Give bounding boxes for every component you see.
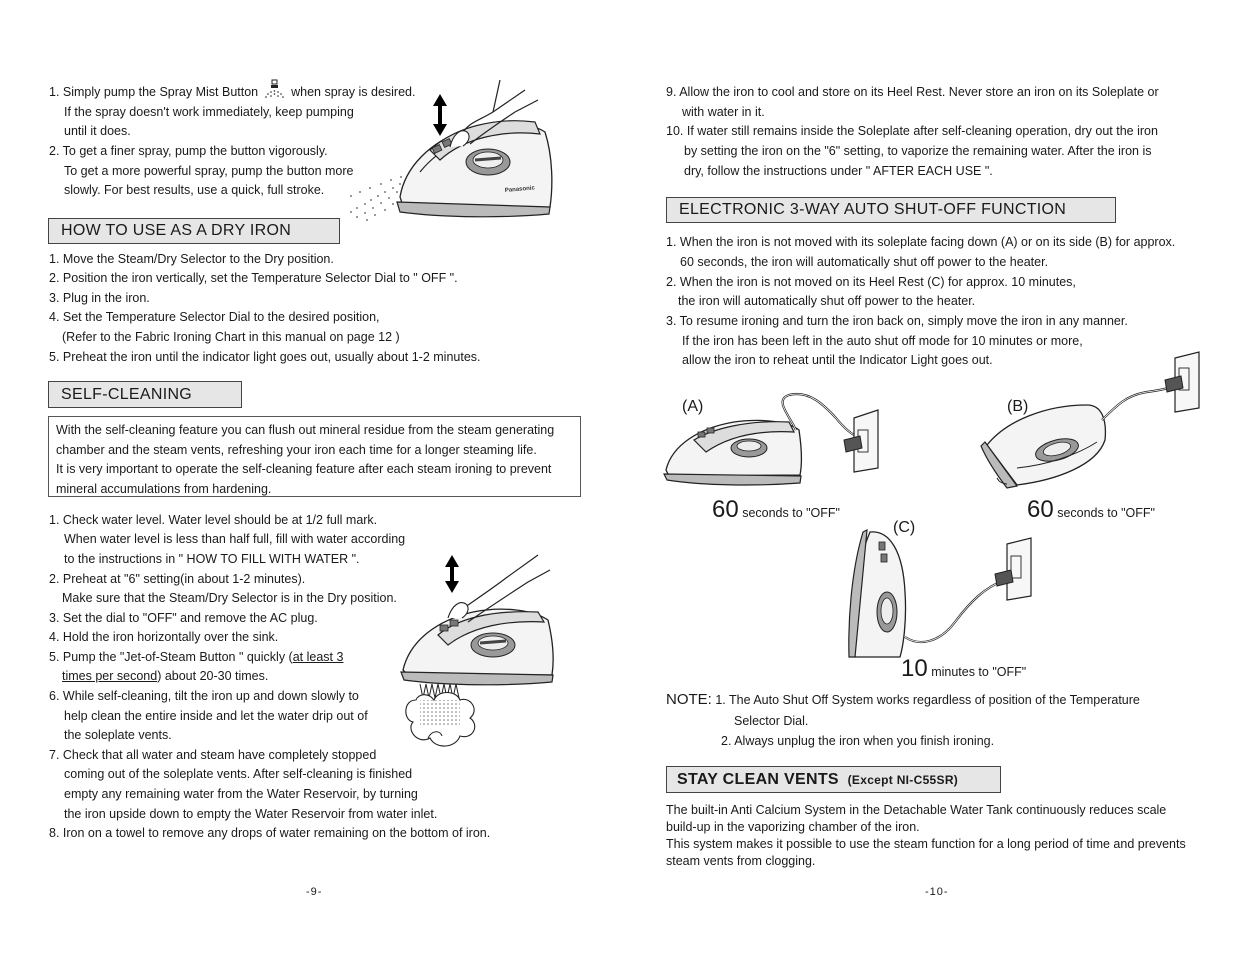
note-label: NOTE:	[666, 691, 712, 708]
auto-shutoff-step-1-line-2: 60 seconds, the iron will automatically shut off power to the heater.	[680, 255, 1049, 269]
self-cleaning-step-7-line-3: empty any remaining water from the Water Reservoir, by turning	[64, 787, 418, 801]
auto-shutoff-step-2: 2. When the iron is not moved on its Heel Rest (C) for approx. 10 minutes,	[666, 275, 1076, 289]
stay-clean-body-2: build-up in the vaporizing chamber of the iron.	[666, 820, 920, 834]
self-cleaning-step-2-line-2: Make sure that the Steam/Dry Selector is in the Dry position.	[62, 591, 397, 605]
page-number-left: -9-	[306, 886, 323, 898]
self-cleaning-step-8: 8. Iron on a towel to remove any drops of water remaining on the bottom of iron.	[49, 826, 491, 840]
self-cleaning-step-1-line-2: When water level is less than half full, fill with water according	[64, 532, 406, 546]
dry-iron-step-2: 2. Position the iron vertically, set the Temperature Selector Dial to " OFF ".	[49, 271, 458, 285]
spray-step-1-line-3: until it does.	[64, 124, 131, 138]
dry-iron-step-5: 5. Preheat the iron until the indicator light goes out, usually about 1-2 minutes.	[49, 350, 481, 364]
iron-self-cleaning-illustration	[398, 550, 578, 750]
self-cleaning-step-2: 2. Preheat at "6" setting(in about 1-2 minutes).	[49, 572, 306, 586]
stay-clean-heading: STAY CLEAN VENTS (Except NI-C55SR)	[666, 766, 1001, 793]
dry-iron-step-1: 1. Move the Steam/Dry Selector to the Dry position.	[49, 252, 334, 266]
figure-b-caption: 60 seconds to "OFF"	[1027, 496, 1155, 523]
self-cleaning-step-7: 7. Check that all water and steam have completely stopped	[49, 748, 377, 762]
auto-shutoff-step-3-line-2: If the iron has been left in the auto shut off mode for 10 minutes or more,	[682, 334, 1083, 348]
figure-a-caption: 60 seconds to "OFF"	[712, 496, 840, 523]
stay-clean-body-3: This system makes it possible to use the steam function for a long period of time and prevents	[666, 837, 1186, 851]
self-cleaning-step-6: 6. While self-cleaning, tilt the iron up and down slowly to	[49, 689, 359, 703]
self-cleaning-step-6-line-3: the soleplate vents.	[64, 728, 172, 742]
iron-brand-label: Panasonic	[504, 185, 536, 194]
self-cleaning-step-5: 5. Pump the "Jet-of-Steam Button " quickly (at least 3	[49, 650, 344, 664]
spray-step-1-line-2: If the spray doesn't work immediately, keep pumping	[64, 105, 354, 119]
self-cleaning-intro-box	[48, 416, 581, 497]
figure-c-label: (C)	[893, 519, 916, 536]
dry-iron-step-3: 3. Plug in the iron.	[49, 291, 150, 305]
iron-on-heel-rest-illustration	[845, 522, 1045, 662]
self-cleaning-step-7-line-2: coming out of the soleplate vents. After self-cleaning is finished	[64, 767, 413, 781]
self-cleaning-intro-line: mineral accumulations from hardening.	[56, 481, 272, 496]
page-number-right: -10-	[925, 886, 949, 898]
spray-step-1: 1. Simply pump the Spray Mist Button when spray is desired.	[49, 84, 415, 100]
storage-step-9: 9. Allow the iron to cool and store on its Heel Rest. Never store an iron on its Soleplate or	[666, 85, 1159, 99]
iron-soleplate-down-illustration	[664, 390, 884, 490]
auto-shutoff-step-2-line-2: the iron will automatically shut off power to the heater.	[678, 294, 976, 308]
self-cleaning-step-1: 1. Check water level. Water level should be at 1/2 full mark.	[49, 513, 378, 527]
storage-step-10-line-3: dry, follow the instructions under " AFTER EACH USE ".	[684, 164, 993, 178]
figure-c-caption: 10 minutes to "OFF"	[901, 655, 1027, 682]
self-cleaning-step-4: 4. Hold the iron horizontally over the sink.	[49, 630, 279, 644]
self-cleaning-heading: SELF-CLEANING	[48, 381, 242, 408]
iron-spray-illustration	[345, 72, 575, 222]
spray-step-2: 2. To get a finer spray, pump the button vigorously.	[49, 144, 328, 158]
self-cleaning-step-6-line-2: help clean the entire inside and let the water drip out of	[64, 709, 368, 723]
note: NOTE: 1. The Auto Shut Off System works regardless of position of the Temperature	[666, 691, 1140, 708]
note-2: 2. Always unplug the iron when you finish ironing.	[721, 734, 995, 748]
stay-clean-body-1: The built-in Anti Calcium System in the Detachable Water Tank continuously reduces scale	[666, 803, 1167, 817]
self-cleaning-step-3: 3. Set the dial to "OFF" and remove the AC plug.	[49, 611, 318, 625]
auto-shutoff-step-1: 1. When the iron is not moved with its soleplate facing down (A) or on its side (B) for approx.	[666, 235, 1176, 249]
figure-a-label: (A)	[682, 398, 704, 415]
self-cleaning-step-5-line-2: times per second) about 20-30 times.	[62, 669, 269, 683]
iron-on-side-illustration	[977, 350, 1202, 490]
spray-step-2-line-2: To get a more powerful spray, pump the button more	[64, 164, 354, 178]
dry-iron-heading: HOW TO USE AS A DRY IRON	[48, 218, 340, 244]
dry-iron-step-4-note: (Refer to the Fabric Ironing Chart in this manual on page 12 )	[62, 330, 400, 344]
self-cleaning-step-1-line-3: to the instructions in " HOW TO FILL WITH WATER ".	[64, 552, 360, 566]
self-cleaning-intro-line: With the self-cleaning feature you can flush out mineral residue from the steam generating	[56, 423, 555, 437]
auto-shutoff-step-3: 3. To resume ironing and turn the iron back on, simply move the iron in any manner.	[666, 314, 1128, 328]
storage-step-9-line-2: with water in it.	[682, 105, 765, 119]
spray-mist-icon	[262, 86, 288, 100]
storage-step-10: 10. If water still remains inside the Soleplate after self-cleaning operation, dry out the iron	[666, 124, 1158, 138]
self-cleaning-intro-line: chamber and the steam vents, refreshing your iron each time for a longer steaming life.	[56, 442, 537, 457]
spray-step-2-line-3: slowly. For best results, use a quick, full stroke.	[64, 183, 325, 197]
figure-b-label: (B)	[1007, 398, 1029, 415]
dry-iron-step-4: 4. Set the Temperature Selector Dial to the desired position,	[49, 310, 380, 324]
self-cleaning-intro-line: It is very important to operate the self-cleaning feature after each steam ironing to prevent	[56, 462, 552, 476]
storage-step-10-line-2: by setting the iron on the "6" setting, to vaporize the remaining water. After the iron is	[684, 144, 1152, 158]
stay-clean-body-4: steam vents from clogging.	[666, 854, 816, 868]
auto-shutoff-heading: ELECTRONIC 3-WAY AUTO SHUT-OFF FUNCTION	[666, 197, 1116, 223]
note-1-line-2: Selector Dial.	[734, 714, 809, 728]
auto-shutoff-step-3-line-3: allow the iron to reheat until the Indicator Light goes out.	[682, 353, 993, 367]
self-cleaning-step-7-line-4: the iron upside down to empty the Water Reservoir from water inlet.	[64, 807, 438, 821]
